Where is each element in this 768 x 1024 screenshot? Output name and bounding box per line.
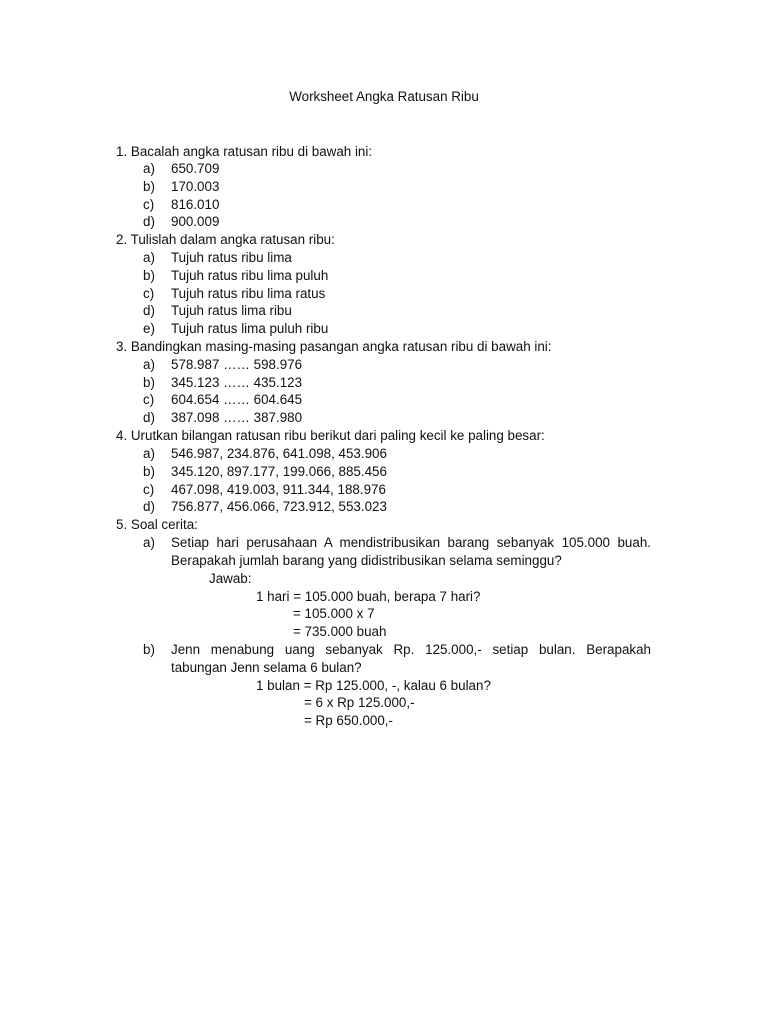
q3-item-label: b)	[143, 375, 155, 390]
q4-item-text: 756.877, 456.066, 723.912, 553.023	[171, 499, 387, 514]
q1-item-text: 650.709	[171, 161, 220, 176]
q2-item-text: Tujuh ratus ribu lima	[171, 250, 292, 265]
q1-item-text: 816.010	[171, 197, 220, 212]
question-4-heading: 4. Urutkan bilangan ratusan ribu berikut dari paling kecil ke paling besar:	[116, 428, 545, 443]
q5-b-question-line: tabungan Jenn selama 6 bulan?	[171, 660, 362, 675]
q5-b-label: b)	[143, 642, 155, 657]
q2-item-label: a)	[143, 250, 155, 265]
q4-item-label: c)	[143, 482, 155, 497]
q5-a-working-line: 1 hari = 105.000 buah, berapa 7 hari?	[256, 589, 481, 604]
q4-item-label: a)	[143, 446, 155, 461]
q2-item-text: Tujuh ratus lima ribu	[171, 303, 292, 318]
question-2-heading: 2. Tulislah dalam angka ratusan ribu:	[116, 232, 335, 247]
q4-item-label: b)	[143, 464, 155, 479]
q2-item-label: e)	[143, 321, 155, 336]
q3-item-text: 604.654 …… 604.645	[171, 392, 303, 407]
q2-item-text: Tujuh ratus ribu lima puluh	[171, 268, 329, 283]
q5-a-working-line: = 735.000 buah	[293, 624, 387, 639]
q4-item-label: d)	[143, 499, 155, 514]
q2-item-label: c)	[143, 286, 155, 301]
q4-item-text: 345.120, 897.177, 199.066, 885.456	[171, 464, 387, 479]
page-title: Worksheet Angka Ratusan Ribu	[289, 89, 479, 104]
q2-item-text: Tujuh ratus ribu lima ratus	[171, 286, 326, 301]
q1-item-label: b)	[143, 179, 155, 194]
q1-item-label: d)	[143, 214, 155, 229]
q5-a-question-line: Berapakah jumlah barang yang didistribusikan selama seminggu?	[171, 553, 562, 568]
q3-item-label: d)	[143, 410, 155, 425]
q3-item-text: 578.987 …… 598.976	[171, 357, 303, 372]
q3-item-text: 387.098 …… 387.980	[171, 410, 303, 425]
q1-item-text: 900.009	[171, 214, 220, 229]
q2-item-text: Tujuh ratus lima puluh ribu	[171, 321, 329, 336]
q3-item-text: 345.123 …… 435.123	[171, 375, 303, 390]
q5-b-question-line: Jenn menabung uang sebanyak Rp. 125.000,- setiap bulan. Berapakah	[171, 642, 651, 657]
q5-b-working-line: 1 bulan = Rp 125.000, -, kalau 6 bulan?	[256, 678, 491, 693]
q1-item-text: 170.003	[171, 179, 220, 194]
q5-a-label: a)	[143, 535, 155, 550]
q5-b-working-line: = Rp 650.000,-	[304, 713, 393, 728]
q1-item-label: a)	[143, 161, 155, 176]
q3-item-label: a)	[143, 357, 155, 372]
question-5-heading: 5. Soal cerita:	[116, 517, 198, 532]
q4-item-text: 546.987, 234.876, 641.098, 453.906	[171, 446, 387, 461]
question-3-heading: 3. Bandingkan masing-masing pasangan angka ratusan ribu di bawah ini:	[116, 339, 552, 354]
q2-item-label: d)	[143, 303, 155, 318]
q3-item-label: c)	[143, 392, 155, 407]
q5-b-working-line: = 6 x Rp 125.000,-	[304, 695, 415, 710]
q2-item-label: b)	[143, 268, 155, 283]
q1-item-label: c)	[143, 197, 155, 212]
q5-a-working-line: = 105.000 x 7	[293, 606, 375, 621]
q5-a-answer-label: Jawab:	[209, 571, 252, 586]
question-1-heading: 1. Bacalah angka ratusan ribu di bawah ini:	[116, 144, 373, 159]
q4-item-text: 467.098, 419.003, 911.344, 188.976	[171, 482, 386, 497]
q5-a-question-line: Setiap hari perusahaan A mendistribusikan barang sebanyak 105.000 buah.	[171, 535, 651, 550]
